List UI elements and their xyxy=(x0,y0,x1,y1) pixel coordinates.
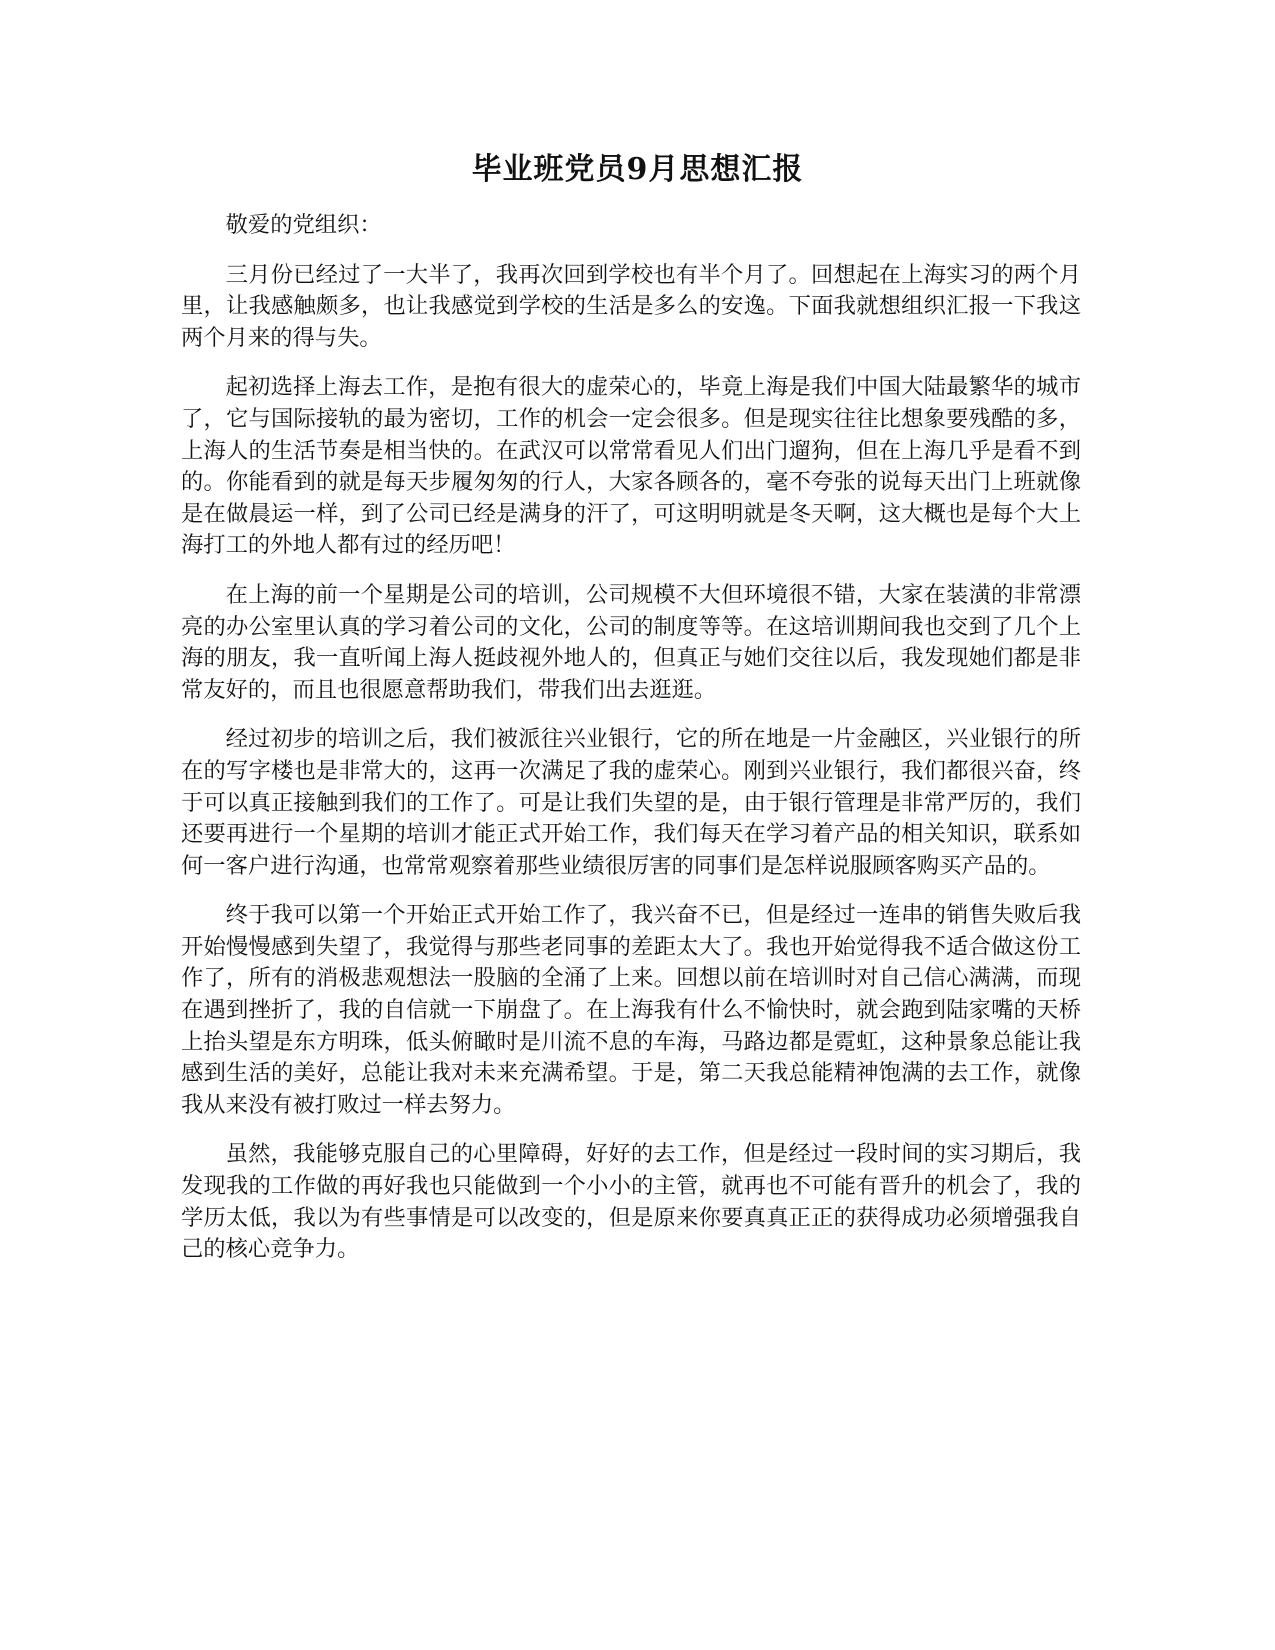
paragraph-5: 终于我可以第一个开始正式开始工作了，我兴奋不已，但是经过一连串的销售失败后我开始慢慢感到失望了，我觉得与那些老同事的差距太大了。我也开始觉得我不适合做这份工作了，所有的消极悲观想法一股脑的全涌了上来。回想以前在培训时对自己信心满满，而现在遇到挫折了，我的自信就一下崩盘了。在上海我有什么不愉快时，就会跑到陆家嘴的天桥上抬头望是东方明珠，低头俯瞰时是川流不息的车海，马路边都是霓虹，这种景象总能让我感到生活的美好，总能让我对未来充满希望。于是，第二天我总能精神饱满的去工作，就像我从来没有被打败过一样去努力。 xyxy=(181,902,1081,1118)
salutation: 敬爱的党组织： xyxy=(225,212,382,238)
document-body xyxy=(181,210,1081,1284)
paragraph-4: 经过初步的培训之后，我们被派往兴业银行，它的所在地是一片金融区，兴业银行的所在的写字楼也是非常大的，这再一次满足了我的虚荣心。刚到兴业银行，我们都很兴奋，终于可以真正接触到我们的工作了。可是让我们失望的是，由于银行管理是非常严厉的，我们还要再进行一个星期的培训才能正式开始工作，我们每天在学习着产品的相关知识，联系如何一客户进行沟通，也常常观察着那些业绩很厉害的同事们是怎样说服顾客购买产品的。 xyxy=(181,726,1081,879)
paragraph-6: 虽然，我能够克服自己的心里障碍，好好的去工作，但是经过一段时间的实习期后，我发现我的工作做的再好我也只能做到一个小小的主管，就再也不可能有晋升的机会了，我的学历太低，我以为有些事情是可以改变的，但是原来你要真真正正的获得成功必须增强我自己的核心竞争力。 xyxy=(181,1141,1081,1263)
document-title: 毕业班党员9月思想汇报 xyxy=(471,152,804,187)
paragraph-1: 三月份已经过了一大半了，我再次回到学校也有半个月了。回想起在上海实习的两个月里，让我感触颇多，也让我感觉到学校的生活是多么的安逸。下面我就想组织汇报一下我这两个月来的得与失。 xyxy=(181,261,1081,351)
paragraph-2: 起初选择上海去工作，是抱有很大的虚荣心的，毕竟上海是我们中国大陆最繁华的城市了，它与国际接轨的最为密切，工作的机会一定会很多。但是现实往往比想象要残酷的多，上海人的生活节奏是相当快的。在武汉可以常常看见人们出门遛狗，但在上海几乎是看不到的。你能看到的就是每天步履匆匆的行人，大家各顾各的，毫不夸张的说每天出门上班就像是在做晨运一样，到了公司已经是满身的汗了，可这明明就是冬天啊，这大概也是每个大上海打工的外地人都有过的经历吧！ xyxy=(181,374,1081,559)
paragraph-3: 在上海的前一个星期是公司的培训，公司规模不大但环境很不错，大家在装潢的非常漂亮的办公室里认真的学习着公司的文化，公司的制度等等。在这培训期间我也交到了几个上海的朋友，我一直听闻上海人挺歧视外地人的，但真正与她们交往以后，我发现她们都是非常友好的，而且也很愿意帮助我们，带我们出去逛逛。 xyxy=(181,581,1081,703)
